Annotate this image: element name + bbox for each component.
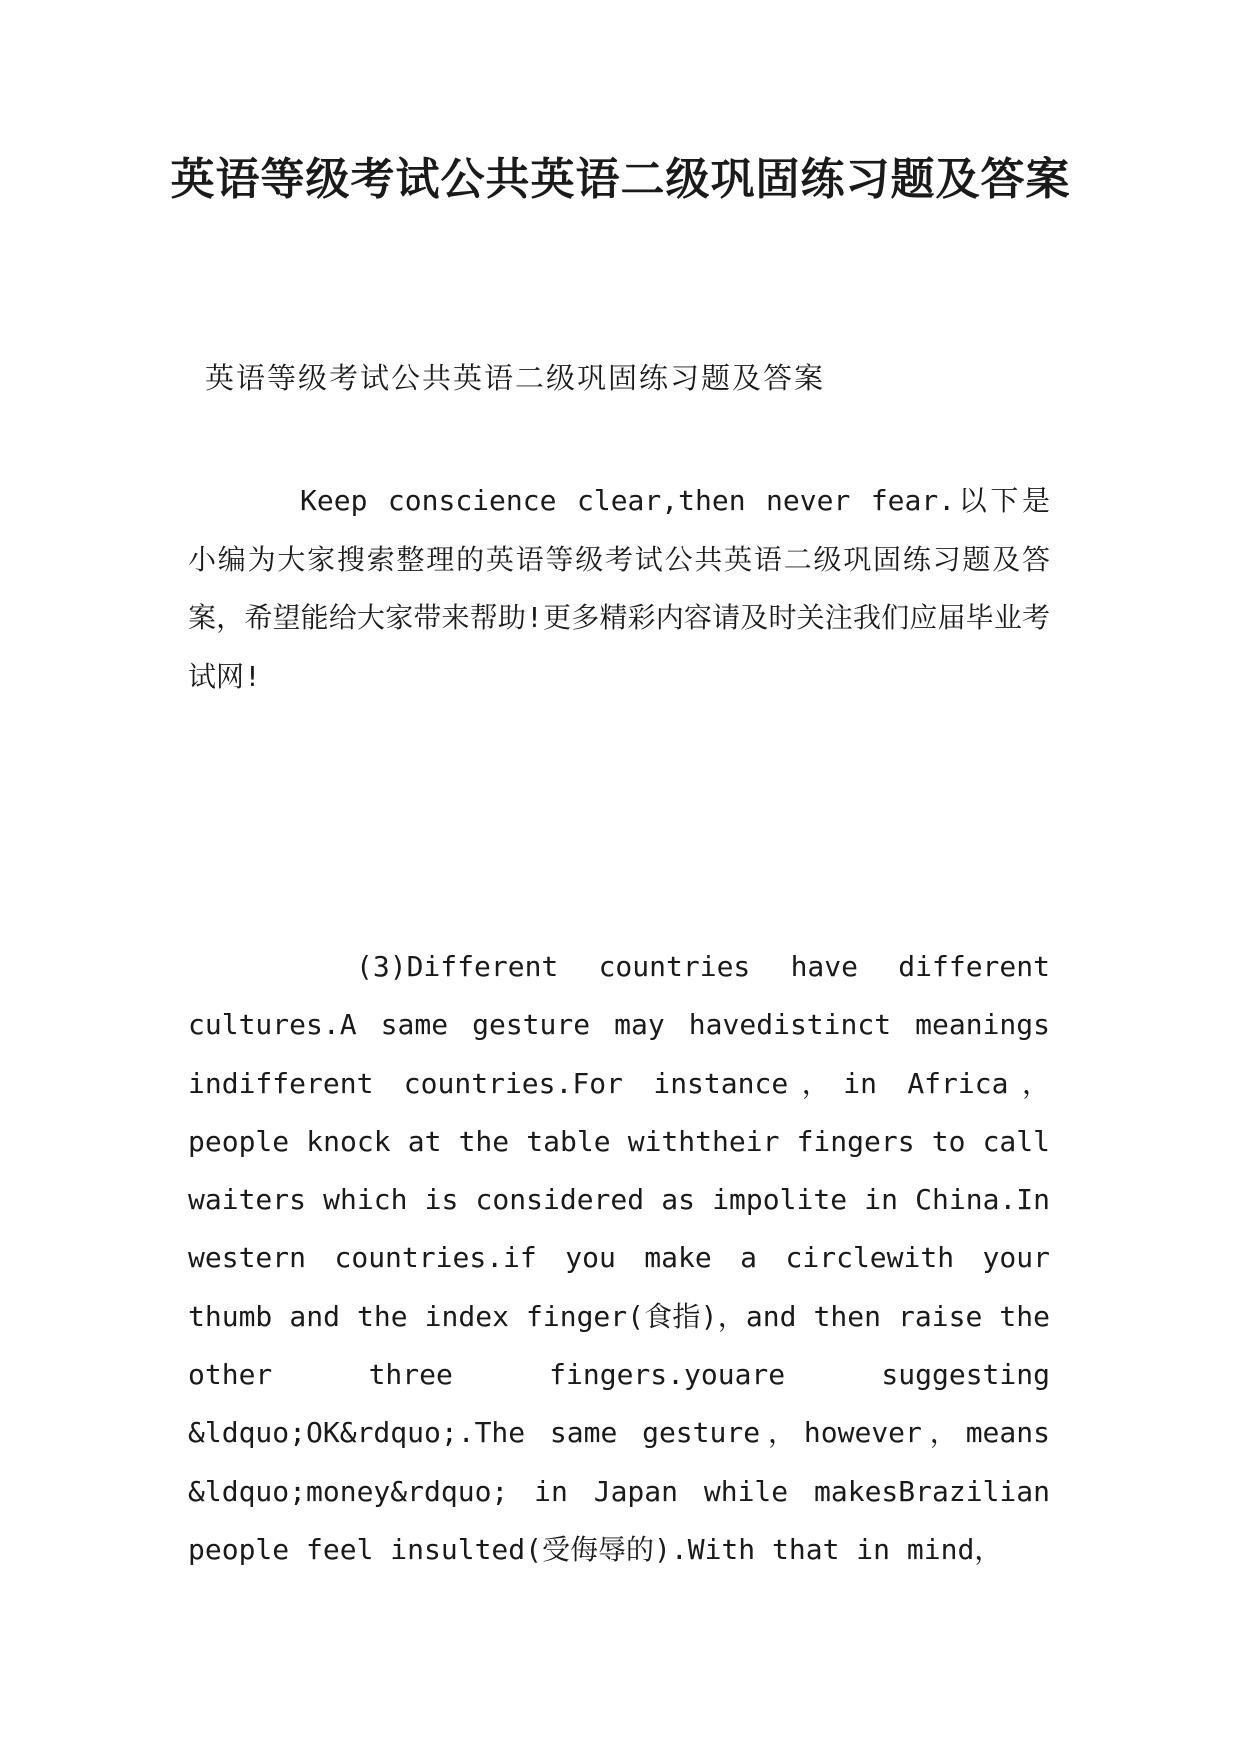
document-subtitle: 英语等级考试公共英语二级巩固练习题及答案 [205,361,826,395]
body-paragraph: (3)Different countries have different cultures.A same gesture may havedistinct meanings indifferent countries.For instance，in Africa，people knock at the table withtheir fingers to call waiters which is considered as impolite in China.In western countries.if you make a circlewith your thumb and the index finger(食指)，and then raise the other three fingers.youare suggesting &ldquo;OK&rdquo;.The same gesture，however，means &ldquo;money&rdquo; in Japan while makesBrazilian people feel insulted(受侮辱的).With that in mind， [188,950,1050,1566]
document-title: 英语等级考试公共英语二级巩固练习题及答案 [170,154,1071,205]
intro-paragraph: Keep conscience clear,then never fear.以下是小编为大家搜索整理的英语等级考试公共英语二级巩固练习题及答案，希望能给大家带来帮助!更多精彩内容请及时关注我们应届毕业考试网! [188,484,1050,693]
